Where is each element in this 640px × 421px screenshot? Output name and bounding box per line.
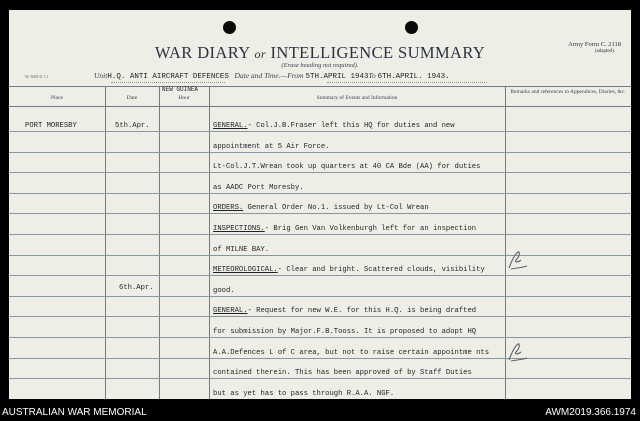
- place-header: Place: [51, 95, 63, 101]
- summary-line: [213, 369, 472, 377]
- entry-text: contained therein. This has been approved of by Staff Duties: [213, 369, 472, 378]
- table-top-rule: [9, 86, 631, 87]
- entry-text: - Brig Gen Van Volkenburgh left for an inspection: [264, 225, 477, 233]
- summary-line: [213, 328, 476, 336]
- punch-hole-right: [405, 21, 418, 34]
- date-entry-1: 5th.Apr.: [115, 122, 150, 130]
- print-code: W. 3008 D 1.1: [25, 74, 49, 79]
- summary-line: [213, 163, 480, 171]
- ruled-line: [9, 234, 631, 235]
- entry-text: but as yet has to pass through R.A.A. NGF.: [213, 389, 395, 398]
- entry-heading: ORDERS.: [213, 204, 244, 213]
- summary-line: [213, 390, 394, 398]
- summary-line: [213, 266, 485, 274]
- date-to: 6TH.APRIL. 1943.: [377, 73, 450, 81]
- ruled-line: [9, 275, 631, 276]
- ruled-line: [9, 378, 631, 379]
- entry-text: of MILNE BAY.: [213, 245, 270, 254]
- summary-line: [213, 225, 476, 233]
- place-value: PORT MORESBY: [25, 122, 77, 130]
- entry-text: for submission by Major.F.B.Tooss. It is proposed to adopt HQ: [213, 328, 477, 336]
- summary-line: [213, 246, 269, 254]
- summary-line: [213, 349, 489, 357]
- entry-text: appointment at 5 Air Force.: [213, 142, 330, 151]
- handwritten-initials-1: [503, 248, 529, 274]
- entry-text: - Clear and bright. Scattered clouds, visibility: [277, 266, 485, 275]
- ruled-line: [9, 152, 631, 153]
- date-entry-2: 6th.Apr.: [119, 284, 154, 292]
- col-rule-place: [105, 86, 106, 399]
- summary-line: [213, 287, 235, 295]
- summary-line: [213, 143, 329, 151]
- unit-date-line: UnitH.Q. ANTI AIRCRAFT DEFENCES Date and Time.—From 5TH.APRIL 1943To 6TH.APRIL. 1943.: [94, 71, 450, 81]
- entry-text: - Request for new W.E. for this H.Q. is being drafted: [247, 307, 477, 316]
- entry-text: Lt-Col.J.T.Wrean took up quarters at 40 CA Bde (AA) for duties: [213, 163, 481, 172]
- unit-value: H.Q. ANTI AIRCRAFT DEFENCES: [107, 73, 229, 81]
- hour-header-typed: NEW GUINEA: [162, 86, 199, 93]
- archive-credit: AUSTRALIAN WAR MEMORIAL: [2, 407, 147, 418]
- ruled-line: [9, 316, 631, 317]
- summary-line: [213, 204, 429, 212]
- entry-text: A.A.Defences L of C area, but not to raise certain appointme nts: [213, 348, 490, 357]
- entry-heading: METEOROLOGICAL.: [213, 266, 278, 275]
- summary-line: [213, 184, 304, 192]
- table-header-rule: [9, 106, 631, 107]
- ruled-line: [9, 358, 631, 359]
- war-diary-sheet: [9, 10, 631, 399]
- entry-text: as AADC Port Moresby.: [213, 183, 304, 192]
- erase-heading-note: (Erase heading not required).: [281, 62, 359, 69]
- unit-dotted-line: [111, 82, 225, 83]
- ruled-line: [9, 193, 631, 194]
- entry-text: General Order No.1. issued by Lt-Col Wrean: [243, 204, 429, 213]
- ruled-line: [9, 255, 631, 256]
- date-header: Date: [126, 95, 138, 101]
- entry-text: - Col.J.B.Fraser left this HQ for duties and new: [247, 122, 455, 130]
- hour-header: Hour: [178, 95, 190, 101]
- punch-hole-left: [223, 21, 236, 34]
- handwritten-initials-2: [503, 340, 529, 366]
- summary-line: [213, 122, 455, 130]
- entry-heading: GENERAL.: [213, 122, 248, 130]
- summary-header: Summary of Events and Information: [316, 95, 398, 101]
- entry-text: good.: [213, 286, 235, 295]
- entry-heading: INSPECTIONS.: [213, 225, 265, 233]
- archive-reference: AWM2019.366.1974: [545, 407, 636, 418]
- remarks-header: Remarks and references to Appendices, Diaries, &c.: [510, 89, 626, 95]
- col-rule-hour: [209, 86, 210, 399]
- col-rule-date: [159, 86, 160, 399]
- army-form-number: Army Form C. 2118 (adapted).: [568, 41, 621, 54]
- form-title: WAR DIARY or INTELLIGENCE SUMMARY: [154, 43, 486, 62]
- summary-line: [213, 307, 476, 315]
- ruled-line: [9, 172, 631, 173]
- ruled-line: [9, 296, 631, 297]
- date-from: 5TH.APRIL 1943: [305, 73, 369, 81]
- ruled-line: [9, 337, 631, 338]
- ruled-line: [9, 131, 631, 132]
- ruled-line: [9, 213, 631, 214]
- entry-heading: GENERAL.: [213, 307, 248, 316]
- date-dotted-line: [327, 82, 487, 83]
